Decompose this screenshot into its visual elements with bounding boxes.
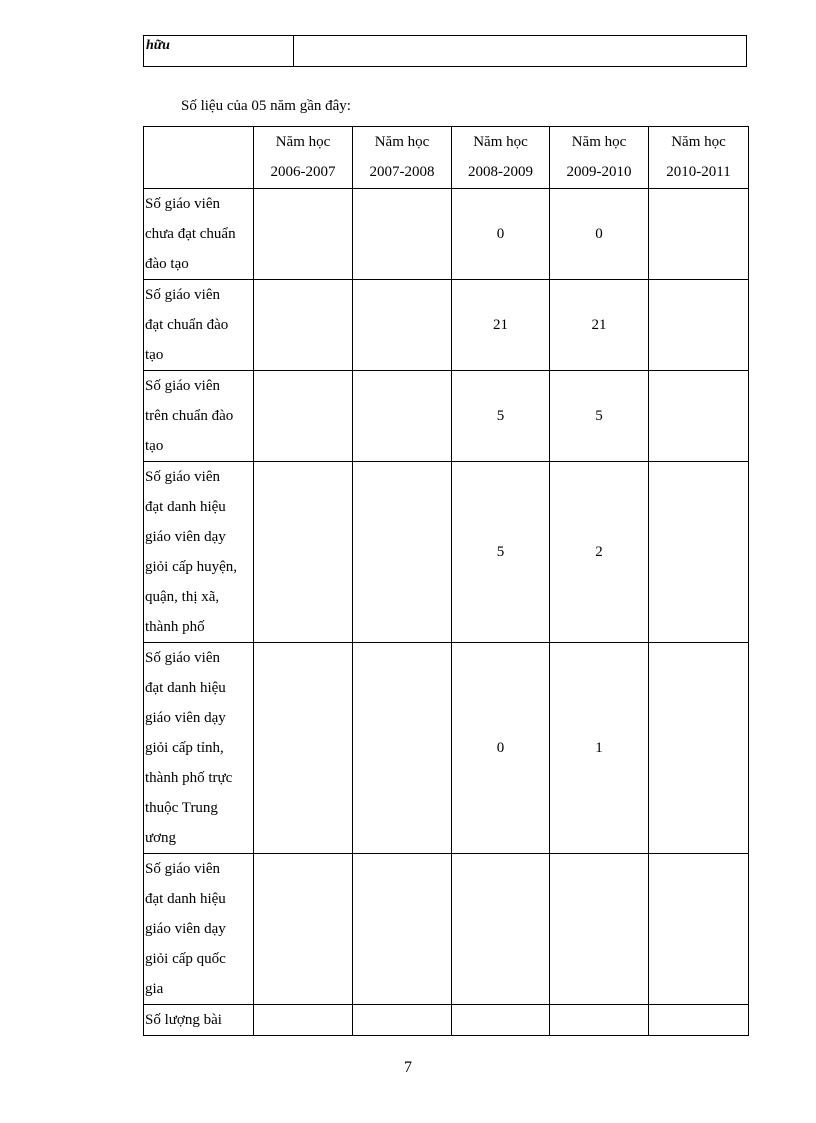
value-cell: [353, 189, 452, 280]
table-body: [144, 189, 749, 1036]
value-cell: [254, 280, 353, 371]
table-cell: [294, 36, 747, 67]
value-cell: [649, 1005, 749, 1036]
value-cell: 0: [452, 643, 550, 854]
value-cell: 5: [452, 462, 550, 643]
column-header: Năm học 2009-2010: [550, 127, 649, 189]
value-cell: 5: [550, 371, 649, 462]
row-label: Số giáo viên trên chuẩn đào tạo: [144, 371, 254, 462]
value-cell: [353, 854, 452, 1005]
value-cell: 21: [550, 280, 649, 371]
value-cell: 1: [550, 643, 649, 854]
value-cell: 21: [452, 280, 550, 371]
table-row: [144, 189, 749, 280]
column-header: Năm học 2010-2011: [649, 127, 749, 189]
column-header: Năm học 2008-2009: [452, 127, 550, 189]
value-cell: [254, 854, 353, 1005]
row-label: Số giáo viên đạt chuẩn đào tạo: [144, 280, 254, 371]
column-header: Năm học 2006-2007: [254, 127, 353, 189]
value-cell: [353, 1005, 452, 1036]
value-cell: 5: [452, 371, 550, 462]
value-cell: [254, 371, 353, 462]
row-label: Số giáo viên chưa đạt chuẩn đào tạo: [144, 189, 254, 280]
value-cell: [649, 854, 749, 1005]
value-cell: 2: [550, 462, 649, 643]
value-cell: [550, 1005, 649, 1036]
value-cell: [649, 371, 749, 462]
table-row: [144, 462, 749, 643]
table-row: [144, 1005, 749, 1036]
table-row: [144, 36, 747, 67]
value-cell: [649, 462, 749, 643]
value-cell: [353, 280, 452, 371]
row-label: Số giáo viên đạt danh hiệu giáo viên dạy giỏi cấp tỉnh, thành phố trực thuộc Trung ương: [144, 643, 254, 854]
row-label: Số lượng bài: [144, 1005, 254, 1036]
value-cell: [550, 854, 649, 1005]
value-cell: [353, 462, 452, 643]
value-cell: [649, 280, 749, 371]
continuation-table: [143, 35, 747, 67]
page-number: 7: [404, 1059, 412, 1076]
corner-cell: [144, 127, 254, 189]
table-cell: hữu: [144, 36, 294, 67]
value-cell: [254, 1005, 353, 1036]
teacher-statistics-table: [143, 126, 749, 1036]
value-cell: [353, 371, 452, 462]
table-header-row: [144, 127, 749, 189]
column-header: Năm học 2007-2008: [353, 127, 452, 189]
intro-text: Số liệu của 05 năm gần đây:: [181, 98, 351, 114]
value-cell: [254, 462, 353, 643]
table-row: [144, 854, 749, 1005]
value-cell: [649, 643, 749, 854]
value-cell: [353, 643, 452, 854]
value-cell: 0: [550, 189, 649, 280]
row-label: Số giáo viên đạt danh hiệu giáo viên dạy giỏi cấp huyện, quận, thị xã, thành phố: [144, 462, 254, 643]
table-row: [144, 280, 749, 371]
value-cell: 0: [452, 189, 550, 280]
table-row: [144, 643, 749, 854]
value-cell: [452, 1005, 550, 1036]
value-cell: [649, 189, 749, 280]
value-cell: [254, 189, 353, 280]
table-row: [144, 371, 749, 462]
row-label: Số giáo viên đạt danh hiệu giáo viên dạy giỏi cấp quốc gia: [144, 854, 254, 1005]
value-cell: [452, 854, 550, 1005]
value-cell: [254, 643, 353, 854]
